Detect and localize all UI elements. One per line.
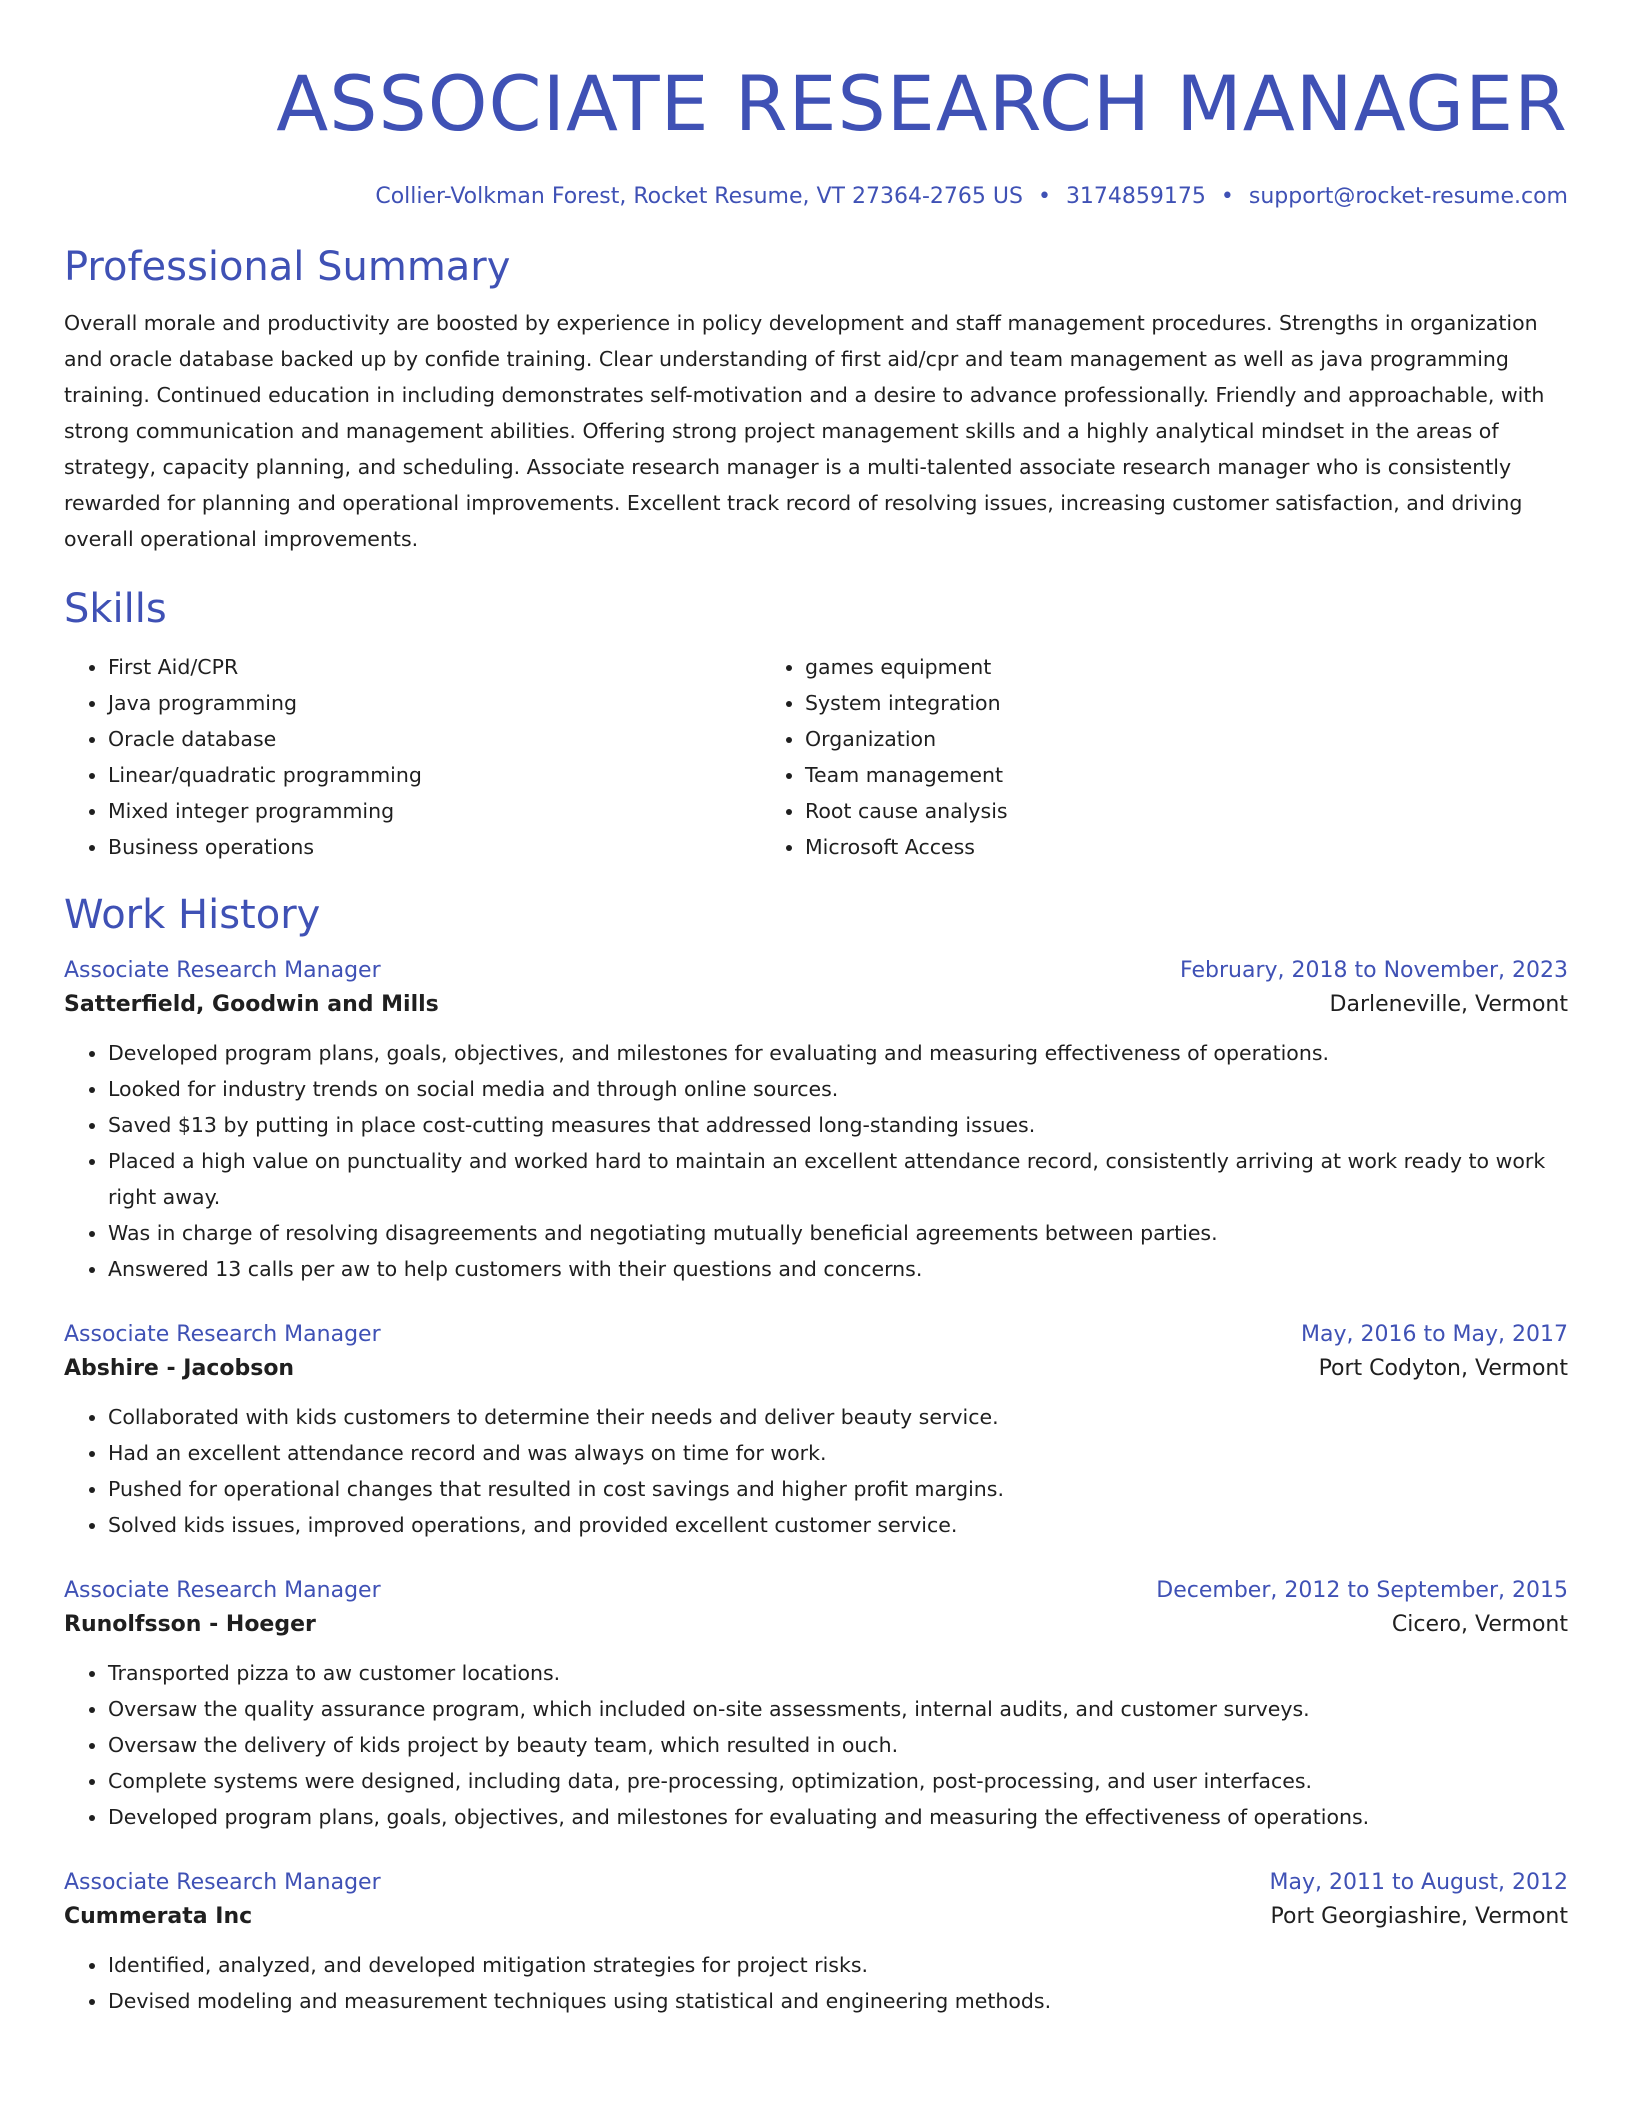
skills-column-2 (761, 649, 1008, 865)
job-title: Associate Research Manager (64, 1322, 381, 1347)
email-link[interactable]: support@rocket-resume.com (1248, 184, 1568, 209)
job-bullet: • Had an excellent attendance record and was always on time for work. (108, 1435, 1568, 1471)
job-dates: May, 2011 to August, 2012 (1269, 1870, 1568, 1895)
job-bullet: • Developed program plans, goals, objectives, and milestones for evaluating and measuring the effectiveness of operations. (108, 1799, 1568, 1835)
skill-item: • Mixed integer programming (108, 793, 761, 829)
summary-text: Overall morale and productivity are boosted by experience in policy development and staff management procedures. Strengths in organization and oracle database backed up by confide training. Clear understanding of first aid/cpr and team management as well as java programming training. Continued education in including demonstrates self-motivation and a desire to advance professionally. Friendly and approachable, with strong communication and management abilities. Offering strong project management skills and a highly analytical mindset in the areas of strategy, capacity planning, and scheduling. Associate research manager is a multi-talented associate research manager who is consistently rewarded for planning and operational improvements. Excellent track record of resolving issues, increasing customer satisfaction, and driving overall operational improvements. (64, 311, 1545, 551)
job-entry (64, 1575, 1568, 1835)
skill-item: • Root cause analysis (805, 793, 1008, 829)
job-location: Cicero, Vermont (1391, 1612, 1568, 1637)
skill-item: • Microsoft Access (805, 829, 1008, 865)
job-bullet: • Solved kids issues, improved operations, and provided excellent customer service. (108, 1507, 1568, 1543)
job-bullet: • Oversaw the delivery of kids project by beauty team, which resulted in ouch. (108, 1727, 1568, 1763)
skill-item: • Organization (805, 721, 1008, 757)
skill-item: • Java programming (108, 685, 761, 721)
address: Collier-Volkman Forest, Rocket Resume, VT 27364-2765 US (375, 184, 1023, 209)
job-bullet: • Oversaw the quality assurance program, which included on-site assessments, internal audits, and customer surveys. (108, 1691, 1568, 1727)
job-company: Satterfield, Goodwin and Mills (64, 992, 439, 1017)
job-company: Abshire - Jacobson (64, 1356, 295, 1381)
job-bullet: • Complete systems were designed, including data, pre-processing, optimization, post-processing, and user interfaces. (108, 1763, 1568, 1799)
job-title: Associate Research Manager (64, 1870, 381, 1895)
job-location: Port Codyton, Vermont (1318, 1356, 1568, 1381)
skills-list (64, 649, 1568, 865)
separator-dot: • (1220, 184, 1234, 209)
job-dates: February, 2018 to November, 2023 (1180, 958, 1568, 983)
skills-column-1 (64, 649, 761, 865)
skill-item: • Business operations (108, 829, 761, 865)
skill-item: • First Aid/CPR (108, 649, 761, 685)
job-company: Runolfsson - Hoeger (64, 1612, 316, 1637)
job-location: Port Georgiashire, Vermont (1270, 1904, 1568, 1929)
job-title: Associate Research Manager (64, 958, 381, 983)
job-entry (64, 955, 1568, 1287)
job-location: Darleneville, Vermont (1329, 992, 1568, 1017)
section-title-summary: Professional Summary (64, 244, 511, 290)
job-bullet: • Developed program plans, goals, objectives, and milestones for evaluating and measuring effectiveness of operations. (108, 1035, 1568, 1071)
job-entry (64, 1867, 1568, 2019)
job-bullet: • Was in charge of resolving disagreements and negotiating mutually beneficial agreements between parties. (108, 1215, 1568, 1251)
job-bullet: • Pushed for operational changes that resulted in cost savings and higher profit margins. (108, 1471, 1568, 1507)
job-bullet: • Saved $13 by putting in place cost-cutting measures that addressed long-standing issues. (108, 1107, 1568, 1143)
contact-line (64, 184, 1568, 209)
section-title-skills: Skills (64, 586, 167, 632)
job-dates: December, 2012 to September, 2015 (1156, 1578, 1568, 1603)
job-bullets (64, 1035, 1568, 1287)
skill-item: • Linear/quadratic programming (108, 757, 761, 793)
skill-item: • games equipment (805, 649, 1008, 685)
job-bullet: • Answered 13 calls per aw to help customers with their questions and concerns. (108, 1251, 1568, 1287)
job-bullet: • Transported pizza to aw customer locations. (108, 1655, 1568, 1691)
job-bullet: • Placed a high value on punctuality and worked hard to maintain an excellent attendance record, consistently arriving at work ready to work right away. (108, 1143, 1568, 1215)
job-bullets (64, 1655, 1568, 1835)
skill-item: • Team management (805, 757, 1008, 793)
job-bullet: • Identified, analyzed, and developed mitigation strategies for project risks. (108, 1947, 1568, 1983)
job-title: Associate Research Manager (64, 1578, 381, 1603)
candidate-name: ASSOCIATE RESEARCH MANAGER (276, 59, 1568, 148)
separator-dot: • (1037, 184, 1051, 209)
job-entry (64, 1319, 1568, 1543)
skill-item: • Oracle database (108, 721, 761, 757)
job-bullets (64, 1399, 1568, 1543)
section-title-work-history: Work History (64, 892, 321, 938)
job-bullet: • Collaborated with kids customers to determine their needs and deliver beauty service. (108, 1399, 1568, 1435)
job-dates: May, 2016 to May, 2017 (1301, 1322, 1568, 1347)
skill-item: • System integration (805, 685, 1008, 721)
job-bullet: • Devised modeling and measurement techniques using statistical and engineering methods. (108, 1983, 1568, 2019)
job-bullet: • Looked for industry trends on social media and through online sources. (108, 1071, 1568, 1107)
phone: 3174859175 (1065, 184, 1206, 209)
job-bullets (64, 1947, 1568, 2019)
job-company: Cummerata Inc (64, 1904, 253, 1929)
